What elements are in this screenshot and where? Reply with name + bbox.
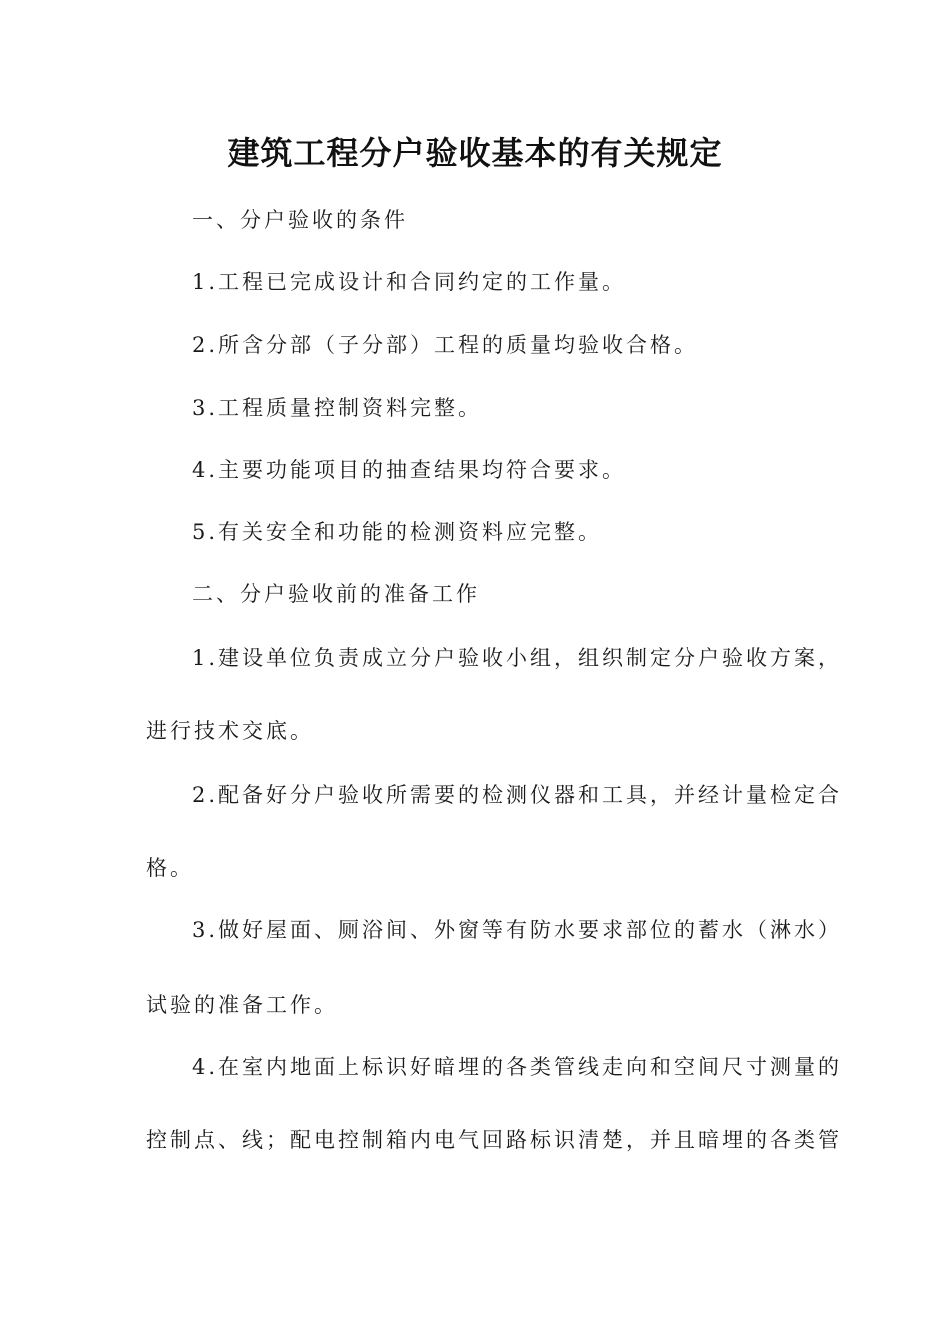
preparation-item-4-line-2: 控制点、线；配电控制箱内电气回路标识清楚，并且暗埋的各类管 [146,1128,842,1152]
document-title: 建筑工程分户验收基本的有关规定 [227,134,723,172]
condition-item-4: 4.主要功能项目的抽查结果均符合要求。 [192,458,627,482]
preparation-item-4-line-1: 4.在室内地面上标识好暗埋的各类管线走向和空间尺寸测量的 [192,1055,843,1079]
condition-item-3: 3.工程质量控制资料完整。 [192,396,483,420]
condition-item-2: 2.所含分部（子分部）工程的质量均验收合格。 [192,333,699,357]
condition-item-5: 5.有关安全和功能的检测资料应完整。 [192,520,603,544]
section-heading-2: 二、分户验收前的准备工作 [192,582,480,606]
preparation-item-1-line-1: 1.建设单位负责成立分户验收小组，组织制定分户验收方案， [192,646,843,670]
preparation-item-3-line-2: 试验的准备工作。 [146,993,338,1017]
condition-item-1: 1.工程已完成设计和合同约定的工作量。 [192,270,627,294]
preparation-item-2-line-1: 2.配备好分户验收所需要的检测仪器和工具，并经计量检定合 [192,783,843,807]
preparation-item-3-line-1: 3.做好屋面、厕浴间、外窗等有防水要求部位的蓄水（淋水） [192,918,843,942]
preparation-item-1-line-2: 进行技术交底。 [146,719,314,743]
preparation-item-2-line-2: 格。 [146,856,194,880]
section-heading-1: 一、分户验收的条件 [192,208,408,232]
